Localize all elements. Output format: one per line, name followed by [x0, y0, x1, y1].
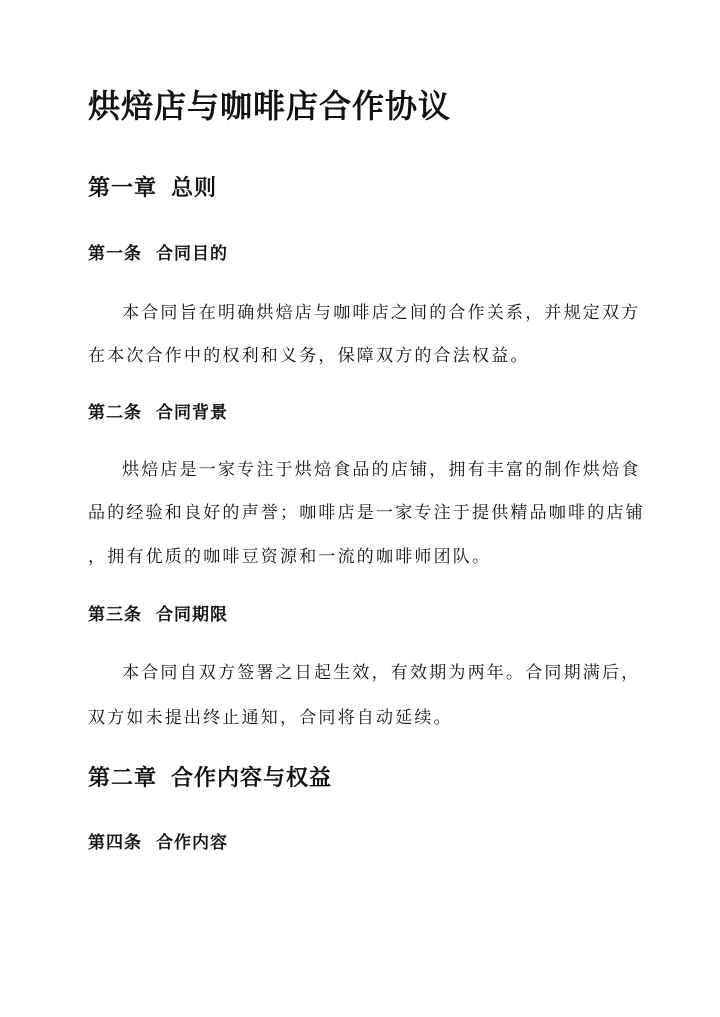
chapter-heading-1	[88, 172, 217, 204]
article-3-line-1: 本合同自双方签署之日起生效，有效期为两年。合同期满后，	[122, 663, 641, 683]
article-1-line-2: 在本次合作中的权利和义务，保障双方的合法权益。	[88, 346, 530, 366]
article-heading-2	[88, 400, 228, 426]
article-number: 第二条	[88, 403, 142, 423]
article-title: 合同目的	[156, 244, 228, 264]
chapter-number: 第一章	[88, 175, 158, 201]
article-number: 第一条	[88, 244, 142, 264]
article-title: 合同背景	[156, 403, 228, 423]
article-heading-1	[88, 241, 228, 267]
article-title: 合作内容	[156, 833, 228, 853]
article-number: 第三条	[88, 605, 142, 625]
article-heading-3	[88, 602, 228, 628]
article-title: 合同期限	[156, 605, 228, 625]
article-number: 第四条	[88, 833, 142, 853]
article-2-line-3: ，拥有优质的咖啡豆资源和一流的咖啡师团队。	[88, 547, 492, 567]
article-3-line-2: 双方如未提出终止通知，合同将自动延续。	[88, 708, 453, 728]
article-2-line-2: 品的经验和良好的声誉；咖啡店是一家专注于提供精品咖啡的店铺	[88, 503, 645, 523]
chapter-title: 总则	[171, 175, 218, 201]
chapter-number: 第二章	[88, 765, 158, 791]
chapter-heading-2	[88, 762, 332, 794]
article-1-line-1: 本合同旨在明确烘焙店与咖啡店之间的合作关系，并规定双方	[122, 303, 641, 323]
chapter-title: 合作内容与权益	[171, 765, 333, 791]
article-2-line-1: 烘焙店是一家专注于烘焙食品的店铺，拥有丰富的制作烘焙食	[122, 460, 641, 480]
document-title: 烘焙店与咖啡店合作协议	[88, 87, 452, 125]
article-heading-4	[88, 830, 228, 856]
